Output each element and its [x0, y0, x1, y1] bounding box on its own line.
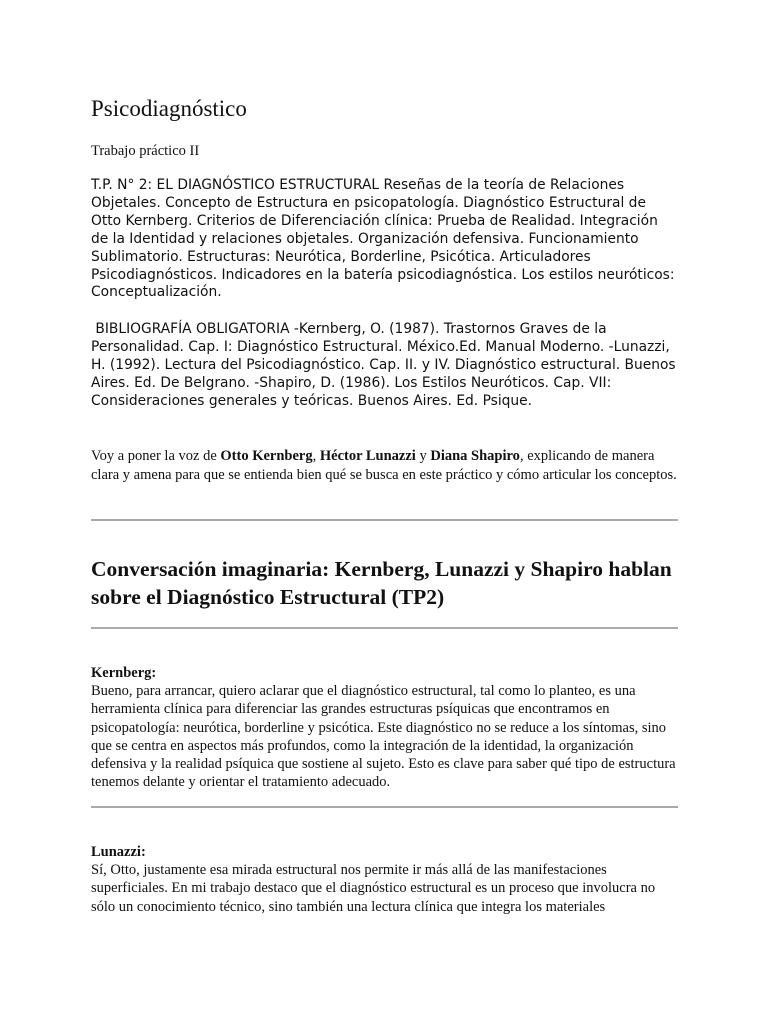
- intro-separator: ,: [312, 448, 320, 464]
- speaker-text: Sí, Otto, justamente esa mirada estructural nos permite ir más allá de las manifestaciones superficiales. En mi trabajo destaco que el diagnóstico estructural es un proceso que involucra no sólo un conocimiento técnico, sino también una lectura clínica que integra los materiales: [91, 862, 656, 915]
- intro-separator: y: [415, 448, 431, 464]
- speaker-name: Kernberg:: [91, 665, 157, 681]
- speaker-name: Lunazzi:: [91, 844, 146, 860]
- bibliography: BIBLIOGRAFÍA OBLIGATORIA -Kernberg, O. (1987). Trastornos Graves de la Personalidad. Cap. I: Diagnóstico Estructural. México.Ed. Manual Moderno. -Lunazzi, H. (1992). Lectura del Psicodiagnóstico. Cap. II. y IV. Diagnóstico estructural. Buenos Aires. Ed. De Belgrano. -Shapiro, D. (1986). Los Estilos Neuróticos. Cap. VII: Consideraciones generales y teóricas. Buenos Aires. Ed. Psique.: [91, 321, 681, 409]
- horizontal-divider: [91, 806, 678, 808]
- horizontal-divider: [91, 627, 678, 629]
- speaker-text: Bueno, para arrancar, quiero aclarar que el diagnóstico estructural, tal como lo planteo, es una herramienta clínica para diferenciar las grandes estructuras psíquicas que encontramos en psicopatología: neurótica, borderline y psicótica. Este diagnóstico no se reduce a los síntomas, sino que se centra en aspectos más profundos, como la integración de la identidad, la organización defensiva y la realidad psíquica que sostiene al sujeto. Esto es clave para saber qué tipo de estructura tenemos delante y orientar el tratamiento adecuado.: [91, 683, 676, 791]
- dialogue-entry-lunazzi: [91, 843, 679, 916]
- intro-paragraph: [91, 447, 679, 484]
- intro-tail: , explicando de manera clara y amena para que se entienda bien qué se busca en este práctico y cómo articular los conceptos.: [91, 448, 677, 483]
- intro-name-shapiro: Diana Shapiro: [430, 448, 520, 464]
- intro-name-kernberg: Otto Kernberg: [220, 448, 313, 464]
- dialogue-entry-kernberg: [91, 664, 679, 791]
- intro-name-lunazzi: Héctor Lunazzi: [319, 448, 416, 464]
- horizontal-divider: [91, 519, 678, 521]
- section-title: Conversación imaginaria: Kernberg, Lunazzi y Shapiro hablan sobre el Diagnóstico Estructural (TP2): [91, 557, 672, 609]
- tp-description: T.P. N° 2: EL DIAGNÓSTICO ESTRUCTURAL Reseñas de la teoría de Relaciones Objetales. Concepto de Estructura en psicopatología. Diagnóstico Estructural de Otto Kernberg. Criterios de Diferenciación clínica: Prueba de Realidad. Integración de la Identidad y relaciones objetales. Organización defensiva. Funcionamiento Sublimatorio. Estructuras: Neurótica, Borderline, Psicótica. Articuladores Psicodiagnósticos. Indicadores en la batería psicodiagnóstica. Los estilos neuróticos: Conceptualización.: [91, 177, 675, 301]
- intro-lead: Voy a poner la voz de: [91, 448, 221, 464]
- document-subtitle: Trabajo práctico II: [91, 143, 200, 159]
- document-title: Psicodiagnóstico: [91, 96, 247, 121]
